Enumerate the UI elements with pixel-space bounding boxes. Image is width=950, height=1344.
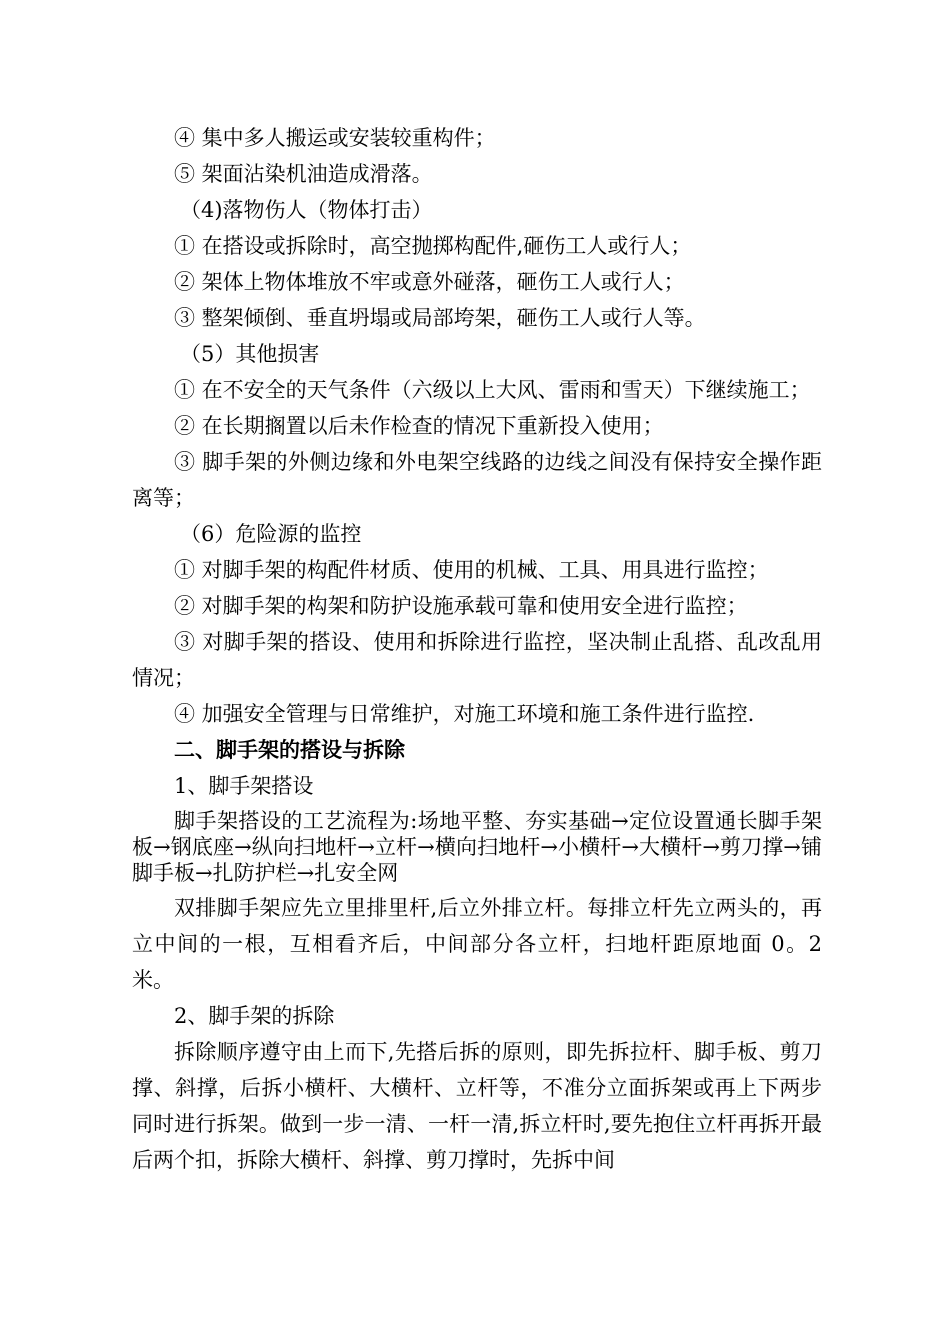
paragraph-process-flow: 脚手架搭设的工艺流程为:场地平整、夯实基础→定位设置通长脚手架板→钢底座→纵向扫地杆→立杆→横向扫地杆→小横杆→大横杆→剪刀撑→铺脚手板→扎防护栏→扎安全网 <box>132 809 822 885</box>
list-item-1: ① 在不安全的天气条件（六级以上大风、雷雨和雪天）下继续施工； <box>174 378 811 402</box>
paragraph-dismantling: 拆除顺序遵守由上而下,先搭后拆的原则，即先拆拉杆、脚手板、剪刀撑、斜撑，后拆小横杆、大横杆、立杆等，不准分立面拆架或再上下两步同时进行拆架。做到一步一清、一杆一清,拆立杆时,要先抱住立杆再拆开最后两个扣，拆除大横杆、斜撑、剪刀撑时，先拆中间 <box>132 1040 822 1172</box>
subsection-heading-erection: 1、脚手架搭设 <box>174 774 314 798</box>
list-item-5: ⑤ 架面沾染机油造成滑落。 <box>174 162 433 186</box>
document-body <box>132 120 832 1178</box>
list-item-3: ③ 整架倾倒、垂直坍塌或局部垮架，砸伤工人或行人等。 <box>174 306 706 330</box>
list-item-4: ④ 加强安全管理与日常维护，对施工环境和施工条件进行监控. <box>174 702 755 726</box>
section-heading-hazard-monitoring: （6）危险源的监控 <box>180 522 362 546</box>
list-item-3: ③ 对脚手架的搭设、使用和拆除进行监控，坚决制止乱搭、乱改乱用情况； <box>132 630 822 690</box>
section-heading-falling-objects: （4)落物伤人（物体打击） <box>180 198 433 222</box>
list-item-1: ① 对脚手架的构配件材质、使用的机械、工具、用具进行监控； <box>174 558 769 582</box>
list-item-3: ③ 脚手架的外侧边缘和外电架空线路的边线之间没有保持安全操作距离等； <box>132 450 822 510</box>
list-item-2: ② 架体上物体堆放不牢或意外碰落，砸伤工人或行人； <box>174 270 685 294</box>
section-heading-other-damage: （5）其他损害 <box>180 342 320 366</box>
list-item-4: ④ 集中多人搬运或安装较重构件； <box>174 126 496 150</box>
subsection-heading-dismantling: 2、脚手架的拆除 <box>174 1004 335 1028</box>
chapter-heading: 二、脚手架的搭设与拆除 <box>174 738 405 762</box>
paragraph-double-row: 双排脚手架应先立里排里杆,后立外排立杆。每排立杆先立两头的，再立中间的一根，互相看齐后，中间部分各立杆，扫地杆距原地面 0。2 米。 <box>132 896 822 992</box>
list-item-1: ① 在搭设或拆除时，高空抛掷构配件,砸伤工人或行人； <box>174 234 692 258</box>
list-item-2: ② 对脚手架的构架和防护设施承载可靠和使用安全进行监控； <box>174 594 748 618</box>
list-item-2: ② 在长期搁置以后未作检查的情况下重新投入使用； <box>174 414 664 438</box>
